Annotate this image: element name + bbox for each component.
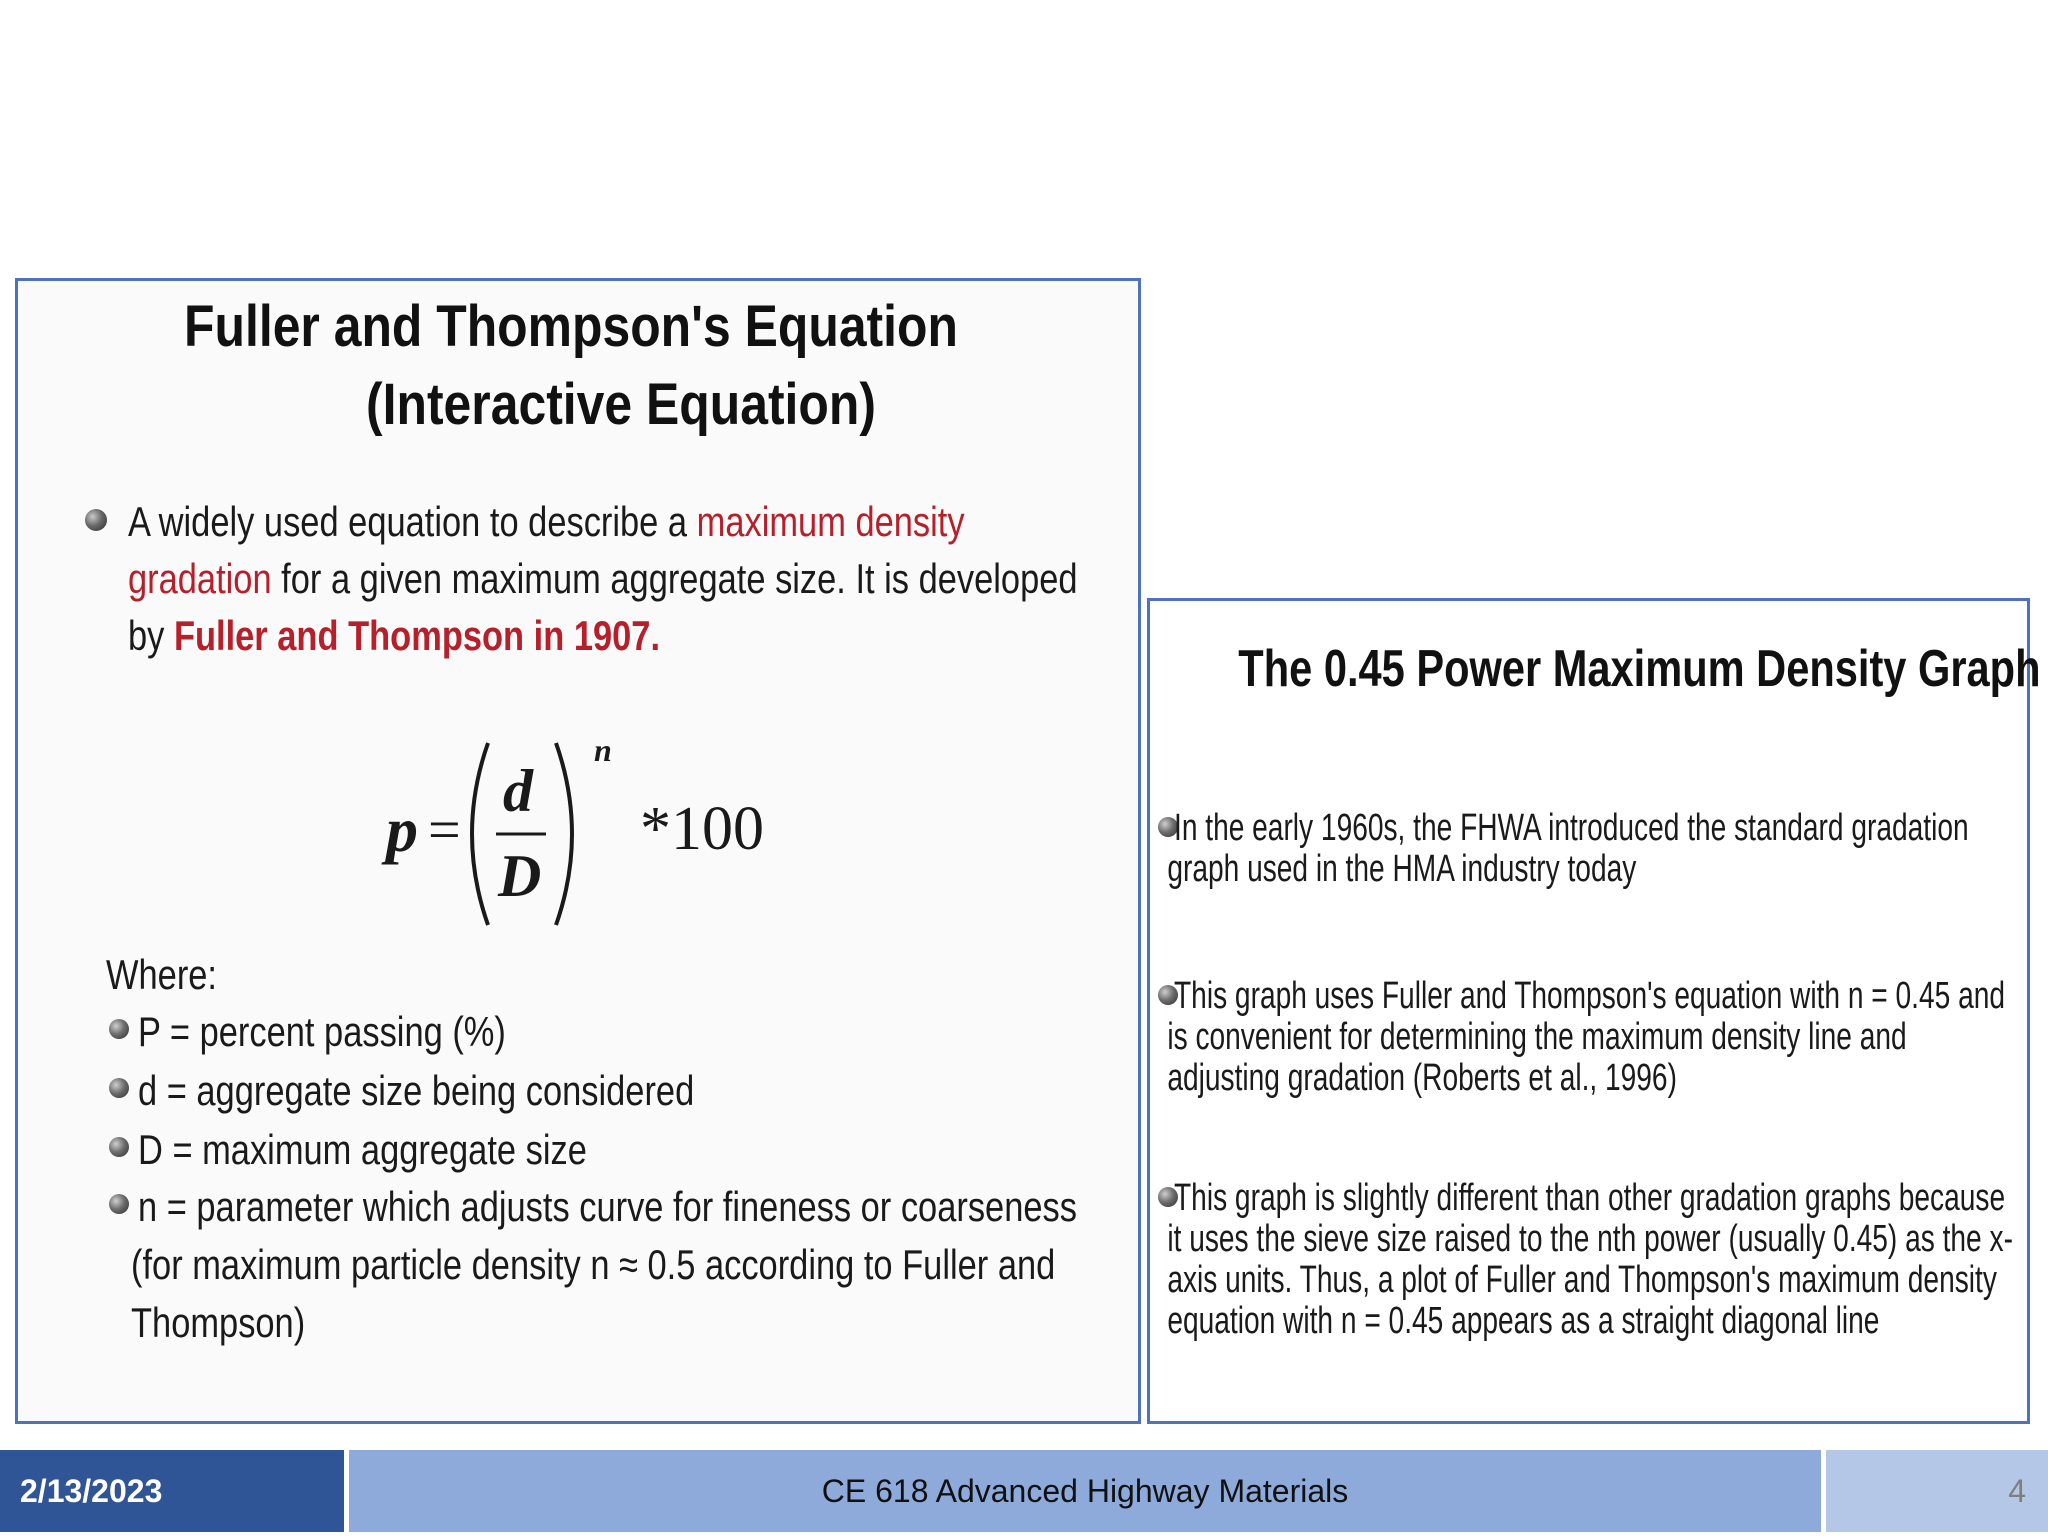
highlight-maximum-density: maximum density: [696, 498, 965, 545]
panel-title-line2: (Interactive Equation): [366, 372, 876, 437]
definition-item: P = percent passing (%): [138, 1008, 506, 1055]
intro-paragraph: [128, 493, 1078, 664]
definition-item: D = maximum aggregate size: [138, 1126, 587, 1173]
highlight-gradation: gradation: [128, 555, 272, 602]
bullet-icon: [109, 1194, 129, 1214]
info-bullet: In the early 1960s, the FHWA introduced the standard gradation graph used in the HMA industry today: [1167, 807, 1969, 890]
right-paren-icon: [556, 743, 572, 925]
slide-footer: [0, 1450, 2048, 1536]
bullet-icon: [85, 509, 107, 531]
equation-numerator: d: [503, 758, 533, 824]
footer-date: 2/13/2023: [0, 1450, 344, 1532]
info-bullet: This graph uses Fuller and Thompson's equation with n = 0.45 and is convenient for determining the maximum density line and adjusting gradation (Roberts et al., 1996): [1167, 975, 2005, 1099]
definition-item: d = aggregate size being considered: [138, 1067, 695, 1114]
panel-title: The 0.45 Power Maximum Density Graph: [1238, 640, 2041, 698]
definition-continuation: (for maximum particle density n ≈ 0.5 according to Fuller and: [131, 1241, 1056, 1288]
bullet-icon: [109, 1019, 129, 1039]
bullet-icon: [109, 1137, 129, 1157]
intro-line1: A widely used equation to describe a maximum density: [128, 498, 965, 545]
equation-multiplier: *100: [640, 795, 764, 863]
equation-lhs: p: [386, 794, 418, 865]
left-paren-icon: [472, 743, 488, 925]
fuller-thompson-panel: [15, 278, 1141, 1424]
where-label: Where:: [106, 951, 218, 998]
equation-equals: =: [428, 797, 461, 862]
equation-denominator: D: [498, 843, 542, 909]
intro-line2: gradation for a given maximum aggregate size. It is developed: [128, 555, 1078, 602]
power-graph-panel: [1147, 598, 2041, 1424]
footer-course-title: CE 618 Advanced Highway Materials: [349, 1450, 1821, 1532]
info-bullet: This graph is slightly different than other gradation graphs because it uses the sieve size raised to the nth power (usually 0.45) as the x- axis units. Thus, a plot of Fuller and Thompson's maximum density equation with n = 0.45 appears as a straight diagonal line: [1167, 1177, 2013, 1342]
intro-line3: by Fuller and Thompson in 1907.: [128, 612, 661, 659]
equation-exponent: n: [594, 732, 612, 768]
highlight-authors: Fuller and Thompson in 1907.: [173, 612, 661, 659]
definition-continuation: Thompson): [131, 1299, 306, 1346]
definition-item: n = parameter which adjusts curve for fineness or coarseness: [138, 1183, 1077, 1230]
page-number: 4: [1826, 1450, 2048, 1532]
fuller-equation: [378, 721, 818, 951]
bullet-icon: [109, 1078, 129, 1098]
panel-title-line1: Fuller and Thompson's Equation: [184, 294, 958, 359]
